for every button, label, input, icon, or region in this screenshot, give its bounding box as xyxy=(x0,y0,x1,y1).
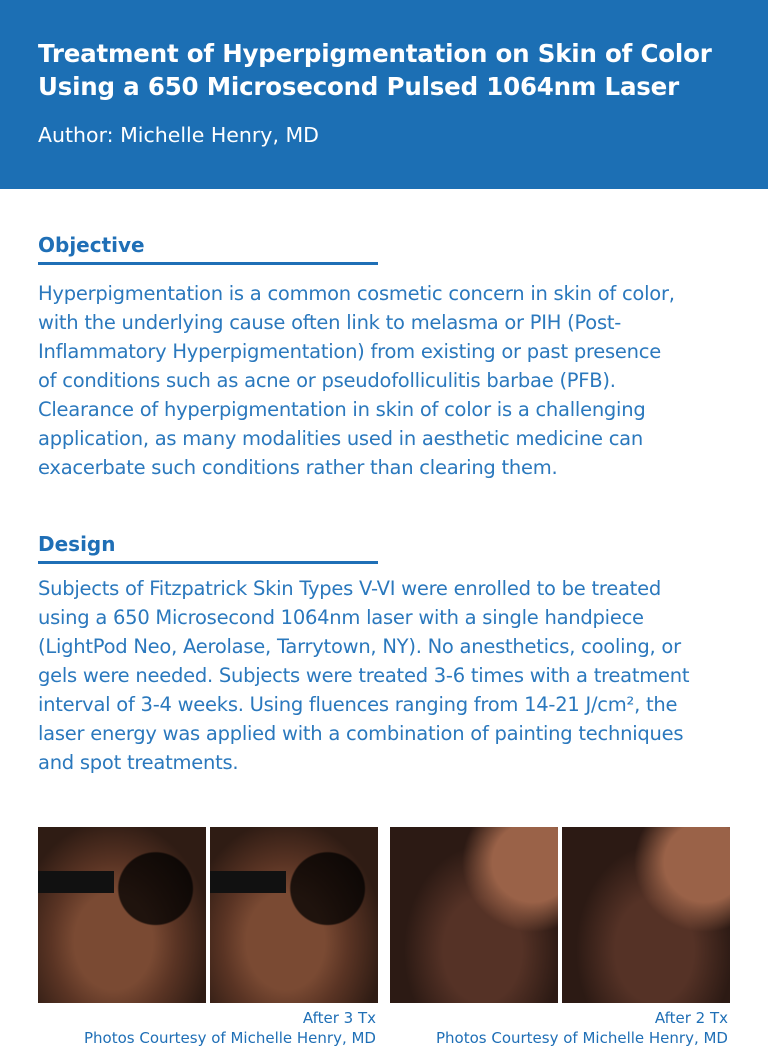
objective-line: exacerbate such conditions rather than clearing them. xyxy=(38,456,558,479)
title-line-1: Treatment of Hyperpigmentation on Skin of Color xyxy=(38,39,712,68)
caption-left xyxy=(38,1008,376,1048)
design-line: Subjects of Fitzpatrick Skin Types V-VI were enrolled to be treated xyxy=(38,577,661,600)
after-photo-beard xyxy=(562,827,730,1003)
design-line: laser energy was applied with a combination of painting techniques xyxy=(38,722,684,745)
objective-line: of conditions such as acne or pseudofolliculitis barbae (PFB). xyxy=(38,369,616,392)
objective-line: Hyperpigmentation is a common cosmetic concern in skin of color, xyxy=(38,282,675,305)
caption-treatment-count: After 2 Tx xyxy=(654,1009,728,1027)
objective-line: Clearance of hyperpigmentation in skin of color is a challenging xyxy=(38,398,646,421)
caption-photo-credit: Photos Courtesy of Michelle Henry, MD xyxy=(83,1029,376,1047)
eye-censor-bar xyxy=(38,871,114,893)
header-banner xyxy=(0,0,768,189)
page-title xyxy=(38,37,758,103)
title-line-2: Using a 650 Microsecond Pulsed 1064nm Laser xyxy=(38,72,679,101)
eye-censor-bar xyxy=(210,871,286,893)
objective-heading: Objective xyxy=(38,233,145,257)
objective-line: Inflammatory Hyperpigmentation) from existing or past presence xyxy=(38,340,662,363)
design-line: and spot treatments. xyxy=(38,751,239,774)
design-line: gels were needed. Subjects were treated 3-6 times with a treatment xyxy=(38,664,690,687)
design-line: using a 650 Microsecond 1064nm laser with a single handpiece xyxy=(38,606,644,629)
photo-pair-right xyxy=(390,827,730,1003)
before-photo-beard xyxy=(390,827,558,1003)
objective-line: application, as many modalities used in aesthetic medicine can xyxy=(38,427,643,450)
design-line: (LightPod Neo, Aerolase, Tarrytown, NY). No anesthetics, cooling, or xyxy=(38,635,681,658)
objective-body xyxy=(38,279,738,482)
photo-pair-left xyxy=(38,827,378,1003)
caption-right xyxy=(390,1008,728,1048)
design-body xyxy=(38,574,738,777)
caption-treatment-count: After 3 Tx xyxy=(302,1009,376,1027)
design-heading: Design xyxy=(38,532,116,556)
before-photo-face xyxy=(38,827,206,1003)
design-line: interval of 3-4 weeks. Using fluences ranging from 14-21 J/cm², the xyxy=(38,693,678,716)
caption-photo-credit: Photos Courtesy of Michelle Henry, MD xyxy=(435,1029,728,1047)
after-photo-face xyxy=(210,827,378,1003)
objective-rule xyxy=(38,262,378,265)
author-line: Author: Michelle Henry, MD xyxy=(38,123,319,147)
objective-line: with the underlying cause often link to melasma or PIH (Post- xyxy=(38,311,622,334)
design-rule xyxy=(38,561,378,564)
